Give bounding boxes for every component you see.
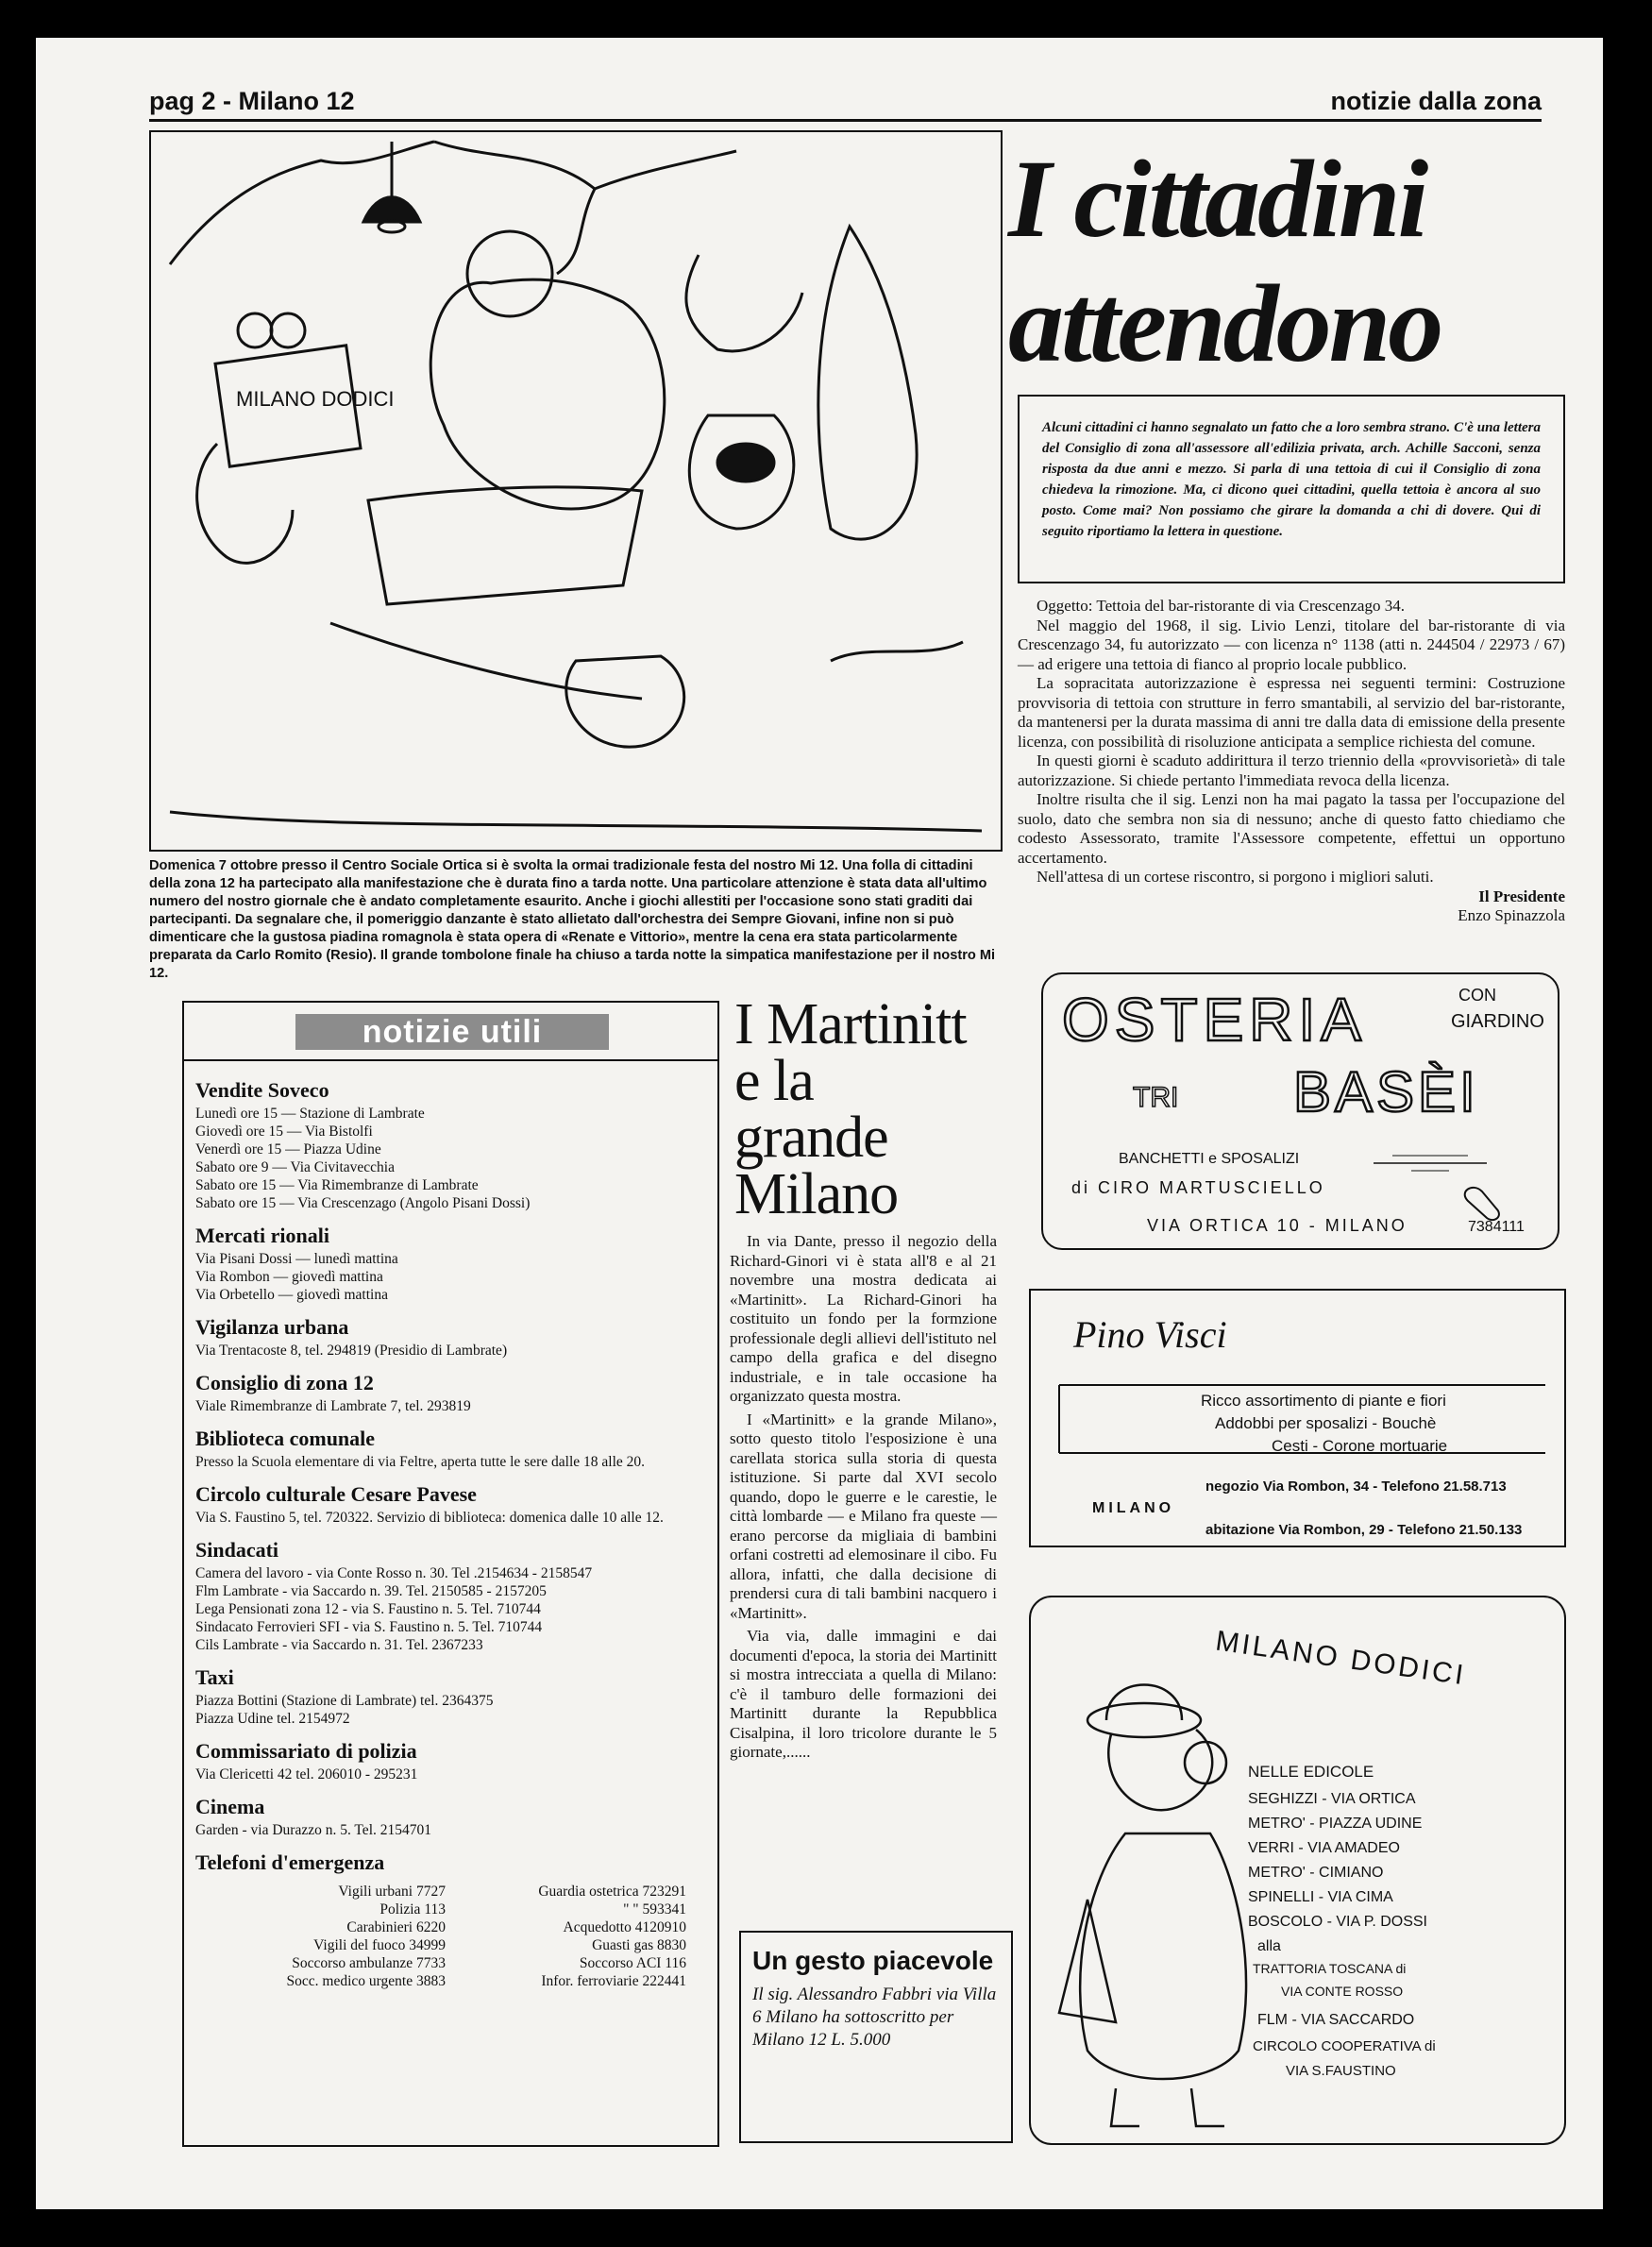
section-heading: Consiglio di zona 12 xyxy=(195,1371,374,1394)
section-line: Via Clericetti 42 tel. 206010 - 295231 xyxy=(195,1766,418,1782)
newsboy-drawing xyxy=(1059,1685,1246,2127)
section-line: Piazza Udine tel. 2154972 xyxy=(195,1711,350,1727)
martinitt-article xyxy=(730,1232,997,1766)
emergency-entry: Soccorso ACI 116 xyxy=(579,1955,686,1971)
osteria-owner: di CIRO MARTUSCIELLO xyxy=(1071,1178,1325,1197)
osteria-ad-art xyxy=(1043,974,1558,1248)
section-heading: Cinema xyxy=(195,1795,265,1818)
emergency-entry: " " 593341 xyxy=(623,1901,686,1918)
section-line: Venerdì ore 15 — Piazza Udine xyxy=(195,1141,381,1157)
section-heading: Commissariato di polizia xyxy=(195,1739,417,1763)
martinitt-title-line: Milano xyxy=(734,1162,899,1226)
section-line: Garden - via Durazzo n. 5. Tel. 2154701 xyxy=(195,1822,431,1838)
pino-city: MILANO xyxy=(1092,1500,1175,1516)
section-heading: Telefoni d'emergenza xyxy=(195,1850,385,1874)
martinitt-title-line: I Martinitt xyxy=(734,992,967,1056)
section-emergenza xyxy=(195,1850,705,1990)
section-heading: Mercati rionali xyxy=(195,1224,329,1247)
section-line: Giovedì ore 15 — Via Bistolfi xyxy=(195,1124,373,1140)
section-cinema xyxy=(195,1795,705,1839)
milano12-ad-line: METRO' - PIAZZA UDINE xyxy=(1248,1816,1423,1832)
section-heading: Biblioteca comunale xyxy=(195,1427,376,1450)
martinitt-title-line: e la xyxy=(734,1049,814,1113)
letter-paragraph: Inoltre risulta che il sig. Lenzi non ha mai pagato la tassa per l'occupazione del suolo, dato che sembra non sia di nessuno; anche di questo fatto chiediamo che codesto Assessorato, tramite l'Assessore competente, effettui un opportuno accertamento. xyxy=(1018,790,1565,867)
section-heading: Taxi xyxy=(195,1665,234,1689)
emergency-entry: Guardia ostetrica 723291 xyxy=(538,1884,686,1900)
letter-paragraph: Oggetto: Tettoia del bar-ristorante di via Crescenzago 34. xyxy=(1037,597,1405,615)
osteria-con: CON xyxy=(1458,986,1496,1005)
section-line: Via Pisani Dossi — lunedì mattina xyxy=(195,1251,398,1267)
section-line: Cils Lambrate - via Saccardo n. 31. Tel. 2367233 xyxy=(195,1637,483,1653)
emergency-table xyxy=(195,1883,705,1990)
pino-ad-art xyxy=(1031,1291,1564,1546)
milano-dodici-ad xyxy=(1029,1596,1566,2145)
section-vigilanza xyxy=(195,1315,705,1360)
section-mercati xyxy=(195,1224,705,1304)
gesto-title: Un gesto piacevole xyxy=(752,1946,994,1975)
notizie-utili-title: notizie utili xyxy=(295,1014,609,1050)
section-line: Lunedì ore 15 — Stazione di Lambrate xyxy=(195,1106,425,1122)
headline-line-1: I cittadini xyxy=(1008,137,1426,261)
section-line: Via Orbetello — giovedì mattina xyxy=(195,1287,388,1303)
section-line: Via S. Faustino 5, tel. 720322. Servizio di biblioteca: domenica dalle 10 alle 12. xyxy=(195,1510,664,1526)
festa-cartoon xyxy=(149,130,1003,852)
pino-line-2: Addobbi per sposalizi - Bouchè xyxy=(1215,1414,1437,1432)
section-biblioteca xyxy=(195,1427,705,1471)
pino-visci-ad xyxy=(1029,1289,1566,1547)
milano12-ad-line: VIA S.FAUSTINO xyxy=(1286,2063,1396,2079)
emergency-col-left xyxy=(195,1883,446,1990)
milano12-ad-line: SPINELLI - VIA CIMA xyxy=(1248,1889,1393,1905)
section-vendite xyxy=(195,1078,705,1212)
milano12-ad-line: TRATTORIA TOSCANA di xyxy=(1253,1961,1407,1976)
letter-paragraph: Nell'attesa di un cortese riscontro, si porgono i migliori saluti. xyxy=(1037,868,1434,886)
emergency-entry: Vigili del fuoco 34999 xyxy=(313,1937,446,1953)
letter-paragraph: Nel maggio del 1968, il sig. Livio Lenzi, titolare del bar-ristorante di via Crescenzago 34, fu autorizzato — con licenza n° 1138 (atti n. 244504 / 22973 / 67) — ad erigere una tettoia di fianco al proprio locale pubblico. xyxy=(1018,616,1565,673)
osteria-services: BANCHETTI e SPOSALIZI xyxy=(1119,1151,1300,1167)
milano12-ad-line: NELLE EDICOLE xyxy=(1248,1763,1374,1781)
section-line: Viale Rimembranze di Lambrate 7, tel. 293819 xyxy=(195,1398,471,1414)
section-heading: Vendite Soveco xyxy=(195,1078,329,1102)
section-heading: Sindacati xyxy=(195,1538,279,1562)
section-heading: Vigilanza urbana xyxy=(195,1315,349,1339)
milano12-ad-line: CIRCOLO COOPERATIVA di xyxy=(1253,2038,1436,2054)
milano12-ad-line: BOSCOLO - VIA P. DOSSI xyxy=(1248,1914,1427,1930)
milano12-ad-line: alla xyxy=(1257,1938,1281,1954)
osteria-name: OSTERIA xyxy=(1062,986,1367,1054)
headline-line-2: attendono xyxy=(1008,262,1441,385)
section-line: Via Rombon — giovedì mattina xyxy=(195,1269,383,1285)
notizie-utili-content xyxy=(195,1067,705,1990)
osteria-address: VIA ORTICA 10 - MILANO xyxy=(1147,1216,1408,1235)
osteria-tri: TRI xyxy=(1133,1082,1179,1113)
osteria-ad xyxy=(1041,972,1559,1250)
pino-line-3: Cesti - Corone mortuarie xyxy=(1272,1437,1448,1455)
pino-negozio: negozio Via Rombon, 34 - Telefono 21.58.713 xyxy=(1205,1478,1507,1495)
section-line: Sindacato Ferrovieri SFI - via S. Faustino n. 5. Tel. 710744 xyxy=(195,1619,543,1635)
milano12-ad-art xyxy=(1031,1597,1564,2143)
telephone-icon xyxy=(1465,1188,1499,1220)
emergency-entry: Infor. ferroviarie 222441 xyxy=(541,1973,686,1989)
milano12-ad-title: MILANO DODICI xyxy=(1213,1625,1469,1692)
emergency-entry: Acquedotto 4120910 xyxy=(563,1919,686,1935)
cartoon-drawing xyxy=(151,132,1001,850)
signature-role: Il Presidente xyxy=(1478,887,1565,905)
newspaper-sign: MILANO DODICI xyxy=(236,387,395,411)
emergency-entry: Soccorso ambulanze 7733 xyxy=(292,1955,446,1971)
gesto-text: Il sig. Alessandro Fabbri via Villa 6 Milano ha sottoscritto per Milano 12 L. 5.000 xyxy=(752,1985,997,2050)
section-line: Piazza Bottini (Stazione di Lambrate) tel. 2364375 xyxy=(195,1693,494,1709)
letter-paragraph: In questi giorni è scaduto addirittura il terzo triennio della «provvisorietà» di tale autorizzazione. Si chiede pertanto l'immediata revoca della licenza. xyxy=(1018,752,1565,789)
emergency-col-right xyxy=(446,1883,686,1990)
milano12-ad-line: METRO' - CIMIANO xyxy=(1248,1865,1384,1881)
section-line: Sabato ore 15 — Via Crescenzago (Angolo Pisani Dossi) xyxy=(195,1195,531,1211)
section-line: Via Trentacoste 8, tel. 294819 (Presidio di Lambrate) xyxy=(195,1343,508,1359)
emergency-entry: Polizia 113 xyxy=(379,1901,446,1918)
milano12-ad-line: SEGHIZZI - VIA ORTICA xyxy=(1248,1791,1416,1807)
pino-line-1: Ricco assortimento di piante e fiori xyxy=(1201,1392,1446,1410)
article-paragraph: Via via, dalle immagini e dai documenti d'epoca, la storia dei Martinitt si mostra intrecciata a quella di Milano: c'è il tamburo delle formazioni dei Martinitt durante la Repubblica Cisalpina, il loro tricolore durante le 5 giornate,...... xyxy=(730,1627,997,1761)
osteria-giardino: GIARDINO xyxy=(1451,1011,1544,1032)
section-consiglio xyxy=(195,1371,705,1415)
article-paragraph: I «Martinitt» e la grande Milano», sotto questo titolo l'esposizione è una carellata storica sulla storia di questa istituzione. Si parte dal XVI secolo quando, dopo le guerre e le carestie, le città lombarde — e Milano fra queste — erano percorse da migliaia di bambini orfani costretti ad elemosinare il cibo. Fu allora, infatti, che dalla decisione di prendersi cura di tali bambini nacquero i «Martinitt». xyxy=(730,1410,997,1622)
milano12-ad-line: VIA CONTE ROSSO xyxy=(1281,1984,1404,1999)
martinitt-headline xyxy=(734,992,1008,1226)
emergency-entry: Guasti gas 8830 xyxy=(592,1937,686,1953)
section-line: Sabato ore 15 — Via Rimembranze di Lambrate xyxy=(195,1177,479,1193)
cartoon-caption: Domenica 7 ottobre presso il Centro Sociale Ortica si è svolta la ormai tradizionale festa del nostro Mi 12. Una folla di cittadini della zona 12 ha partecipato alla manifestazione che è durata fino a tarda notte. Una particolare attenzione è stata data all'ultimo numero del nostro giornale che è andato completamente esaurito. Anche i giochi allestiti per l'occasione sono stati graditi dai partecipanti. Da segnalare che, il pomeriggio danzante è stato allietato dall'orchestra dei Sempre Giovani, infine non si può dimenticare che la gustosa piadina romagnola è stata opera di «Renate e Vittorio», mentre la cena era stata particolarmente preparata da Carlo Romito (Resio). Il grande tombolone finale ha chiuso a tarda notte la simpatica manifestazione per il nostro Mi 12. xyxy=(149,858,996,981)
notizie-utili-box xyxy=(182,1001,719,2147)
letter-paragraph: La sopracitata autorizzazione è espressa nei seguenti termini: Costruzione provvisoria di tettoia con strutture in ferro smantabili, al servizio del bar-ristorante, da mantenersi per la durata massima di anni tre dalla data di emissione della presente licenza, con possibilità di risoluzione anticipata a semplice richiesta del comune. xyxy=(1018,674,1565,751)
cittadini-headline xyxy=(1008,137,1565,386)
gesto-box xyxy=(739,1931,1013,2143)
newspaper-page xyxy=(36,38,1603,2209)
article-paragraph: In via Dante, presso il negozio della Richard-Ginori vi è stata all'8 e al 21 novembre una mostra dedicata ai «Martinitt». La Richard-Ginori ha costituito un fondo per la formzione professionale degli allievi dell'istituto nel campo della grafica e del disegno industriale, e in tale occasione ha organizzato questa mostra. xyxy=(730,1232,997,1405)
section-taxi xyxy=(195,1665,705,1728)
pino-name: Pino Visci xyxy=(1073,1313,1227,1356)
milano12-ad-line: FLM - VIA SACCARDO xyxy=(1257,2012,1415,2028)
martinitt-title-line: grande xyxy=(734,1106,888,1170)
section-line: Lega Pensionati zona 12 - via S. Faustino n. 5. Tel. 710744 xyxy=(195,1601,541,1617)
header-rule xyxy=(149,119,1542,122)
section-line: Sabato ore 9 — Via Civitavecchia xyxy=(195,1159,395,1175)
section-sindacati xyxy=(195,1538,705,1654)
page-number: pag 2 - Milano 12 xyxy=(149,87,355,115)
emergency-entry: Vigili urbani 7727 xyxy=(338,1884,446,1900)
section-circolo xyxy=(195,1482,705,1527)
emergency-entry: Carabinieri 6220 xyxy=(346,1919,446,1935)
section-line: Camera del lavoro - via Conte Rosso n. 30. Tel .2154634 - 2158547 xyxy=(195,1565,593,1581)
emergency-entry: Socc. medico urgente 3883 xyxy=(286,1973,446,1989)
section-name: notizie dalla zona xyxy=(1330,87,1542,115)
cittadini-intro: Alcuni cittadini ci hanno segnalato un fatto che a loro sembra strano. C'è una lettera del Consiglio di zona all'assessore all'edilizia privata, arch. Achille Sacconi, senza risposta da due anni e mezzo. Si parla di una tettoia di cui il Consiglio di zona chiedeva la rimozione. Ma, ci dicono quei cittadini, quella tettoia è ancora al suo posto. Come mai? Non possiamo che girare la domanda a chi di dovere. Qui di seguito riportiamo la lettera in questione. xyxy=(1018,395,1565,583)
milano12-ad-line: VERRI - VIA AMADEO xyxy=(1248,1840,1400,1856)
cittadini-letter xyxy=(1018,597,1565,926)
section-heading: Circolo culturale Cesare Pavese xyxy=(195,1482,477,1506)
section-line: Flm Lambrate - via Saccardo n. 39. Tel. 2150585 - 2157205 xyxy=(195,1583,547,1599)
section-line: Presso la Scuola elementare di via Feltre, aperta tutte le sere dalle 18 alle 20. xyxy=(195,1454,646,1470)
pino-abitazione: abitazione Via Rombon, 29 - Telefono 21.50.133 xyxy=(1205,1522,1523,1538)
osteria-phone: 7384111 xyxy=(1468,1219,1525,1235)
osteria-basei: BASÈI xyxy=(1293,1060,1479,1124)
signature-name: Enzo Spinazzola xyxy=(1458,906,1565,924)
notizie-utili-rule xyxy=(184,1059,717,1061)
section-commissariato xyxy=(195,1739,705,1783)
